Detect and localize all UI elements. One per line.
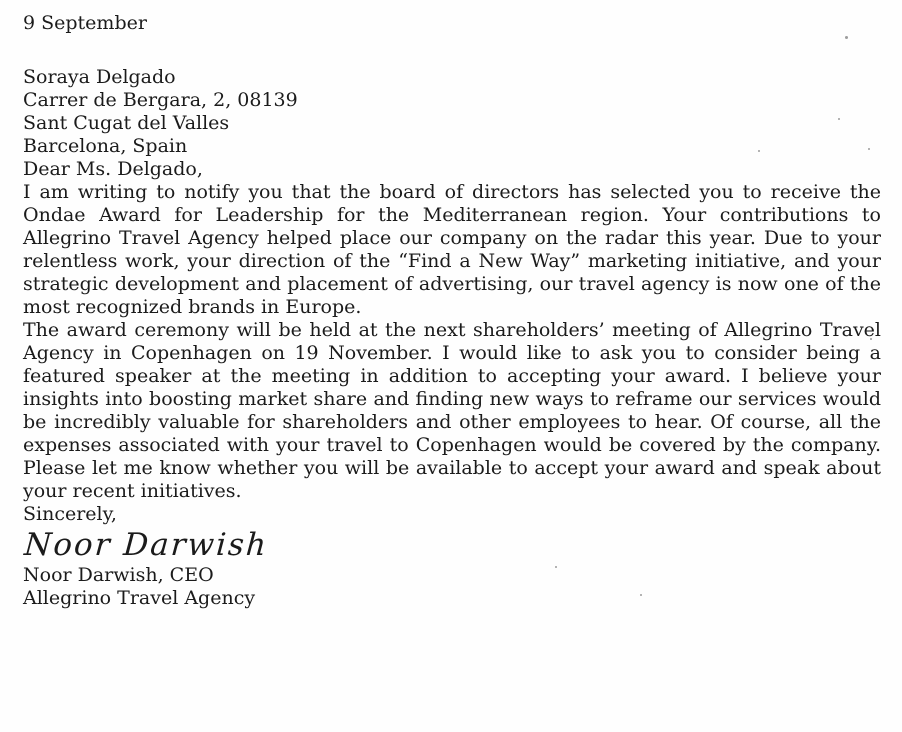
recipient-address [23, 66, 881, 158]
body-paragraph-2: The award ceremony will be held at the next shareholders’ meeting of Allegrino Travel Agency in Copenhagen on 19 November. I would like to ask you to consider being a featured speaker at the meeting in addition to accepting your award. I believe your insights into boosting market share and finding new ways to reframe our services would be incredibly valuable for shareholders and other employees to hear. Of course, all the expenses associated with your travel to Copenhagen would be covered by the company. Please let me know whether you will be available to accept your award and speak about your recent initiatives. [23, 319, 881, 502]
letter-date: 9 September [23, 12, 147, 34]
scan-speck [597, 188, 599, 190]
scan-speck [845, 36, 848, 39]
signer-name-title: Noor Darwish, CEO [23, 564, 214, 586]
closing-line: Sincerely, [23, 503, 117, 525]
recipient-street: Carrer de Bergara, 2, 08139 [23, 89, 298, 111]
handwritten-signature: Noor Darwish [23, 527, 270, 563]
recipient-country: Barcelona, Spain [23, 135, 188, 157]
body-paragraph-1: I am writing to notify you that the board of directors has selected you to receive the Ondae Award for Leadership for the Mediterranean region. Your contributions to Allegrino Travel Agency helped place our company on the radar this year. Due to your relentless work, your direction of the “Find a New Way” marketing initiative, and your strategic development and placement of advertising, our travel agency is now one of the most recognized brands in Europe. [23, 181, 881, 318]
scan-speck [758, 150, 760, 152]
scan-speck [555, 566, 557, 568]
signer-block [23, 564, 881, 610]
scan-speck [640, 594, 642, 596]
scan-speck [838, 118, 840, 120]
salutation: Dear Ms. Delgado, [23, 158, 203, 180]
scan-speck [868, 148, 870, 150]
scan-speck [870, 338, 872, 340]
recipient-city: Sant Cugat del Valles [23, 112, 230, 134]
signer-company: Allegrino Travel Agency [23, 587, 256, 609]
recipient-name: Soraya Delgado [23, 66, 176, 88]
